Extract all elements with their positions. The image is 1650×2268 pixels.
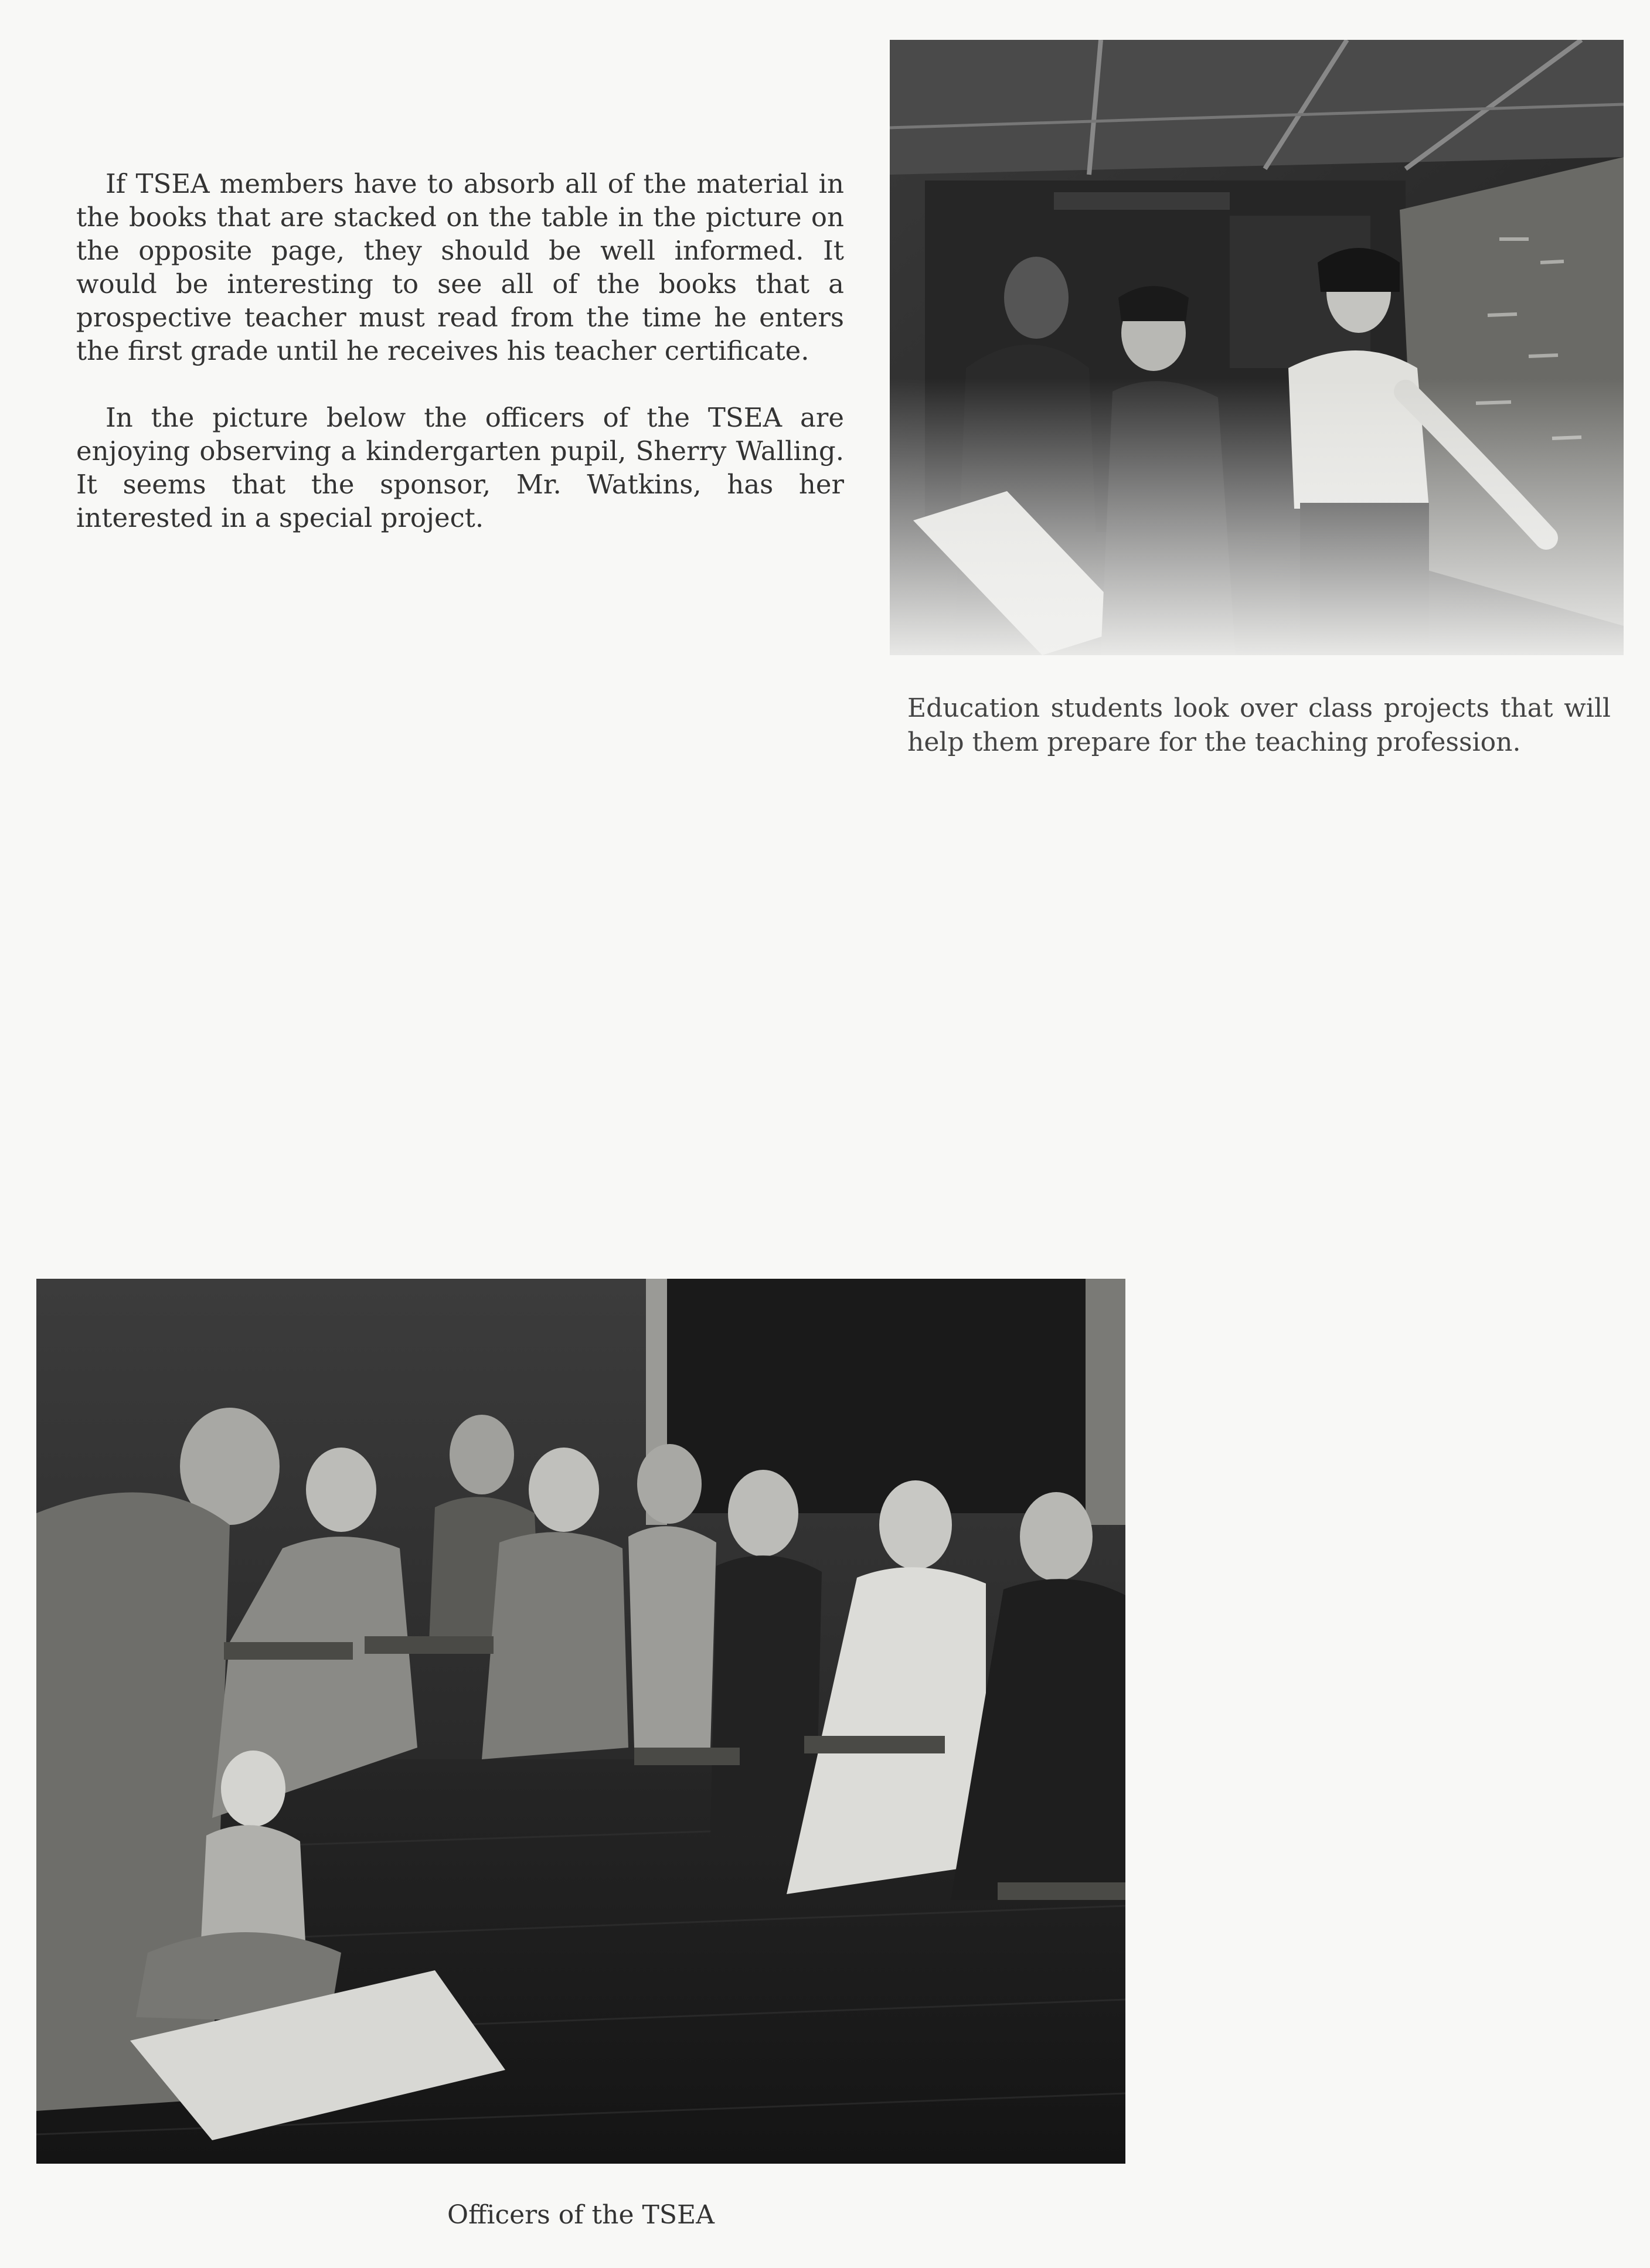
education-students-illustration [890, 40, 1624, 655]
education-students-photo [890, 40, 1624, 655]
paragraph-2: In the picture below the officers of the TSEA are enjoying observing a kindergarten pupil, Sherry Walling. It seems that the sponsor, Mr. Watkins, has her interested in a special project. [76, 402, 844, 533]
education-students-caption: Education students look over class projects that will help them prepare for the teaching profession. [907, 693, 1611, 757]
article-text [76, 167, 844, 568]
tsea-officers-photo [36, 1279, 1125, 2164]
tsea-officers-caption: Officers of the TSEA [447, 2200, 715, 2230]
paragraph-1: If TSEA members have to absorb all of the material in the books that are stacked on the table in the picture on the opposite page, they should be well informed. It would be interesting to see all of the books that a prospective teacher must read from the time he enters the first grade until he receives his teacher certificate. [76, 168, 844, 366]
tsea-officers-illustration [36, 1279, 1125, 2164]
